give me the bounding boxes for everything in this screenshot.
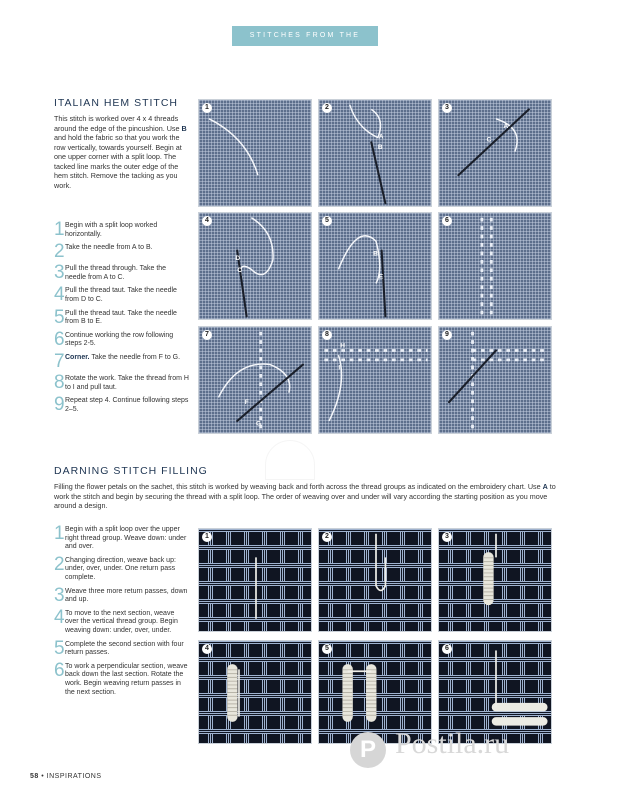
step-item	[54, 350, 189, 372]
darning-step-photo	[198, 640, 312, 744]
step-text: Take the needle from A to B.	[65, 244, 153, 252]
italian-hem-title: ITALIAN HEM STITCH	[54, 97, 178, 109]
watermark-logo: P	[350, 732, 386, 768]
stitch-illustration	[199, 213, 312, 320]
step-number: 1	[54, 219, 65, 240]
thread-line	[241, 218, 273, 279]
step-item	[54, 241, 189, 263]
background-ornament	[265, 440, 315, 480]
photo-step-number: 5	[322, 216, 332, 226]
hem-step-photo	[318, 99, 432, 207]
step-number: 9	[54, 394, 65, 416]
photo-step-number: 7	[202, 330, 212, 340]
step-number: 6	[54, 659, 65, 681]
photo-step-number: 4	[202, 216, 212, 226]
step-item	[54, 396, 189, 414]
step-text: Begin with a split loop worked horizontally.	[65, 222, 158, 238]
point-label: A	[378, 133, 384, 141]
photo-step-number: 4	[202, 644, 212, 654]
step-text: Begin with a split loop over the upper right thread group. Weave down: under and over.	[65, 526, 187, 551]
page-footer	[30, 773, 102, 780]
stitch-illustration	[319, 213, 432, 320]
step-number: 2	[54, 241, 65, 263]
needle-shape	[382, 251, 386, 317]
step-number: 5	[54, 306, 65, 328]
hem-step-photo	[438, 212, 552, 320]
hem-step-photo	[198, 326, 312, 434]
step-item	[54, 584, 189, 606]
darning-step-photo	[438, 528, 552, 632]
step-item	[54, 264, 189, 282]
hem-step-photo	[198, 212, 312, 320]
photo-step-number: 2	[322, 103, 332, 113]
darning-steps	[54, 525, 189, 701]
step-text: Pull the thread through. Take the needle from A to C.	[65, 265, 167, 281]
step-number: 6	[54, 328, 65, 350]
step-text: Changing direction, weave back up: under, over, under. One return pass complete.	[65, 556, 176, 581]
step-number: 3	[54, 584, 65, 606]
stitch-illustration	[439, 213, 552, 320]
step-text: Complete the second section with four return passes.	[65, 640, 184, 657]
step-item	[54, 306, 189, 328]
photo-step-number: 6	[442, 644, 452, 654]
watermark-text: Postila.ru	[395, 727, 510, 760]
point-label: C	[486, 136, 492, 144]
step-text: To move to the next section, weave over the vertical thread group. Begin weaving down: under, over, under.	[65, 609, 178, 634]
italian-hem-intro: This stitch is worked over 4 x 4 threads around the edge of the pincushion. Use B and hold the fabric so that you work the row vertically, towards yourself. Begin at one upper corner with a split loop. The tacked line marks the outer edge of the hem stitch. Remove the tacking as you work.	[54, 114, 187, 190]
photo-step-number: 8	[322, 330, 332, 340]
step-number: 7	[54, 350, 65, 372]
point-label: E	[378, 273, 384, 281]
point-label: C	[237, 267, 242, 275]
photo-step-number: 5	[322, 644, 332, 654]
point-label: A	[503, 123, 509, 131]
thread-line	[209, 119, 258, 175]
darning-step-photo	[198, 528, 312, 632]
darning-step-photo	[318, 528, 432, 632]
step-item	[54, 525, 189, 552]
step-text: Repeat step 4. Continue following steps 2–5.	[65, 397, 189, 413]
hem-step-photo	[438, 99, 552, 207]
stitch-illustration	[439, 327, 552, 434]
photo-step-number: 3	[442, 103, 452, 113]
needle-shape	[458, 109, 528, 175]
darning-title: DARNING STITCH FILLING	[54, 465, 208, 477]
step-number: 4	[54, 284, 65, 306]
step-number: 1	[54, 523, 65, 544]
step-text: Pull the thread taut. Take the needle from D to C.	[65, 287, 177, 303]
point-label: B	[377, 143, 383, 151]
darning-intro: Filling the flower petals on the sachet, this stitch is worked by weaving back and forth across the thread groups as indicated on the embroidery chart. Use A to work the stitch and begin by securing the thread with a split loop. The order of weaving over and under will vary according the starting position as you move around a design.	[54, 482, 556, 510]
step-number: 3	[54, 262, 65, 284]
step-item	[54, 371, 189, 393]
photo-step-number: 6	[442, 216, 452, 226]
step-item	[54, 553, 189, 583]
thread-line	[338, 236, 379, 284]
point-label: G	[256, 420, 262, 428]
step-item	[54, 637, 189, 659]
stitch-illustration	[319, 327, 432, 434]
needle-shape	[371, 142, 385, 203]
step-item	[54, 659, 189, 697]
step-emphasis: Corner.	[65, 353, 90, 361]
point-label: F	[244, 399, 249, 407]
step-item	[54, 328, 189, 350]
step-text: Rotate the work. Take the thread from H to I and pull taut.	[65, 374, 189, 391]
stitch-illustration	[319, 100, 432, 207]
photo-step-number: 1	[202, 532, 212, 542]
weave-illustration	[319, 529, 432, 632]
weave-illustration	[439, 529, 552, 632]
point-label: I	[338, 364, 341, 372]
step-text: Continue working the row following steps 2-5.	[65, 331, 174, 348]
hem-step-photo	[318, 326, 432, 434]
step-item	[54, 286, 189, 304]
photo-step-number: 1	[202, 103, 212, 113]
photo-step-number: 9	[442, 330, 452, 340]
step-text: To work a perpendicular section, weave back down the last section. Rotate the work. Begin weaving return passes in the next section.	[65, 662, 188, 696]
point-label: D	[235, 254, 241, 262]
stitch-illustration	[439, 100, 552, 207]
step-number: 4	[54, 606, 65, 628]
step-text: Weave three more return passes, down and up.	[65, 587, 188, 604]
step-number: 8	[54, 371, 65, 393]
step-text	[65, 353, 180, 363]
page-number: 58	[30, 773, 39, 780]
thread-line	[376, 534, 385, 591]
step-text: Pull the thread taut. Take the needle from B to E.	[65, 309, 177, 326]
step-text-rest: Take the needle from F to G.	[89, 353, 181, 361]
step-number: 2	[54, 553, 65, 575]
footer-separator: •	[41, 773, 45, 780]
thread-line	[350, 105, 381, 138]
photo-step-number: 2	[322, 532, 332, 542]
needle-shape	[237, 365, 303, 421]
stitch-illustration	[199, 327, 312, 434]
italian-hem-steps	[54, 221, 189, 418]
step-item	[54, 221, 189, 239]
photo-step-number: 3	[442, 532, 452, 542]
hem-step-photo	[438, 326, 552, 434]
stitch-illustration	[199, 100, 312, 207]
weave-illustration	[199, 529, 312, 632]
thread-line	[218, 364, 289, 397]
step-number: 5	[54, 637, 65, 659]
step-item	[54, 606, 189, 636]
section-banner: STITCHES FROM THE HEART	[232, 26, 378, 46]
hem-step-photo	[318, 212, 432, 320]
weave-illustration	[199, 641, 312, 744]
hem-step-photo	[198, 99, 312, 207]
point-label: B	[373, 250, 378, 258]
magazine-name: INSPIRATIONS	[46, 773, 102, 780]
point-label: H	[340, 342, 346, 350]
